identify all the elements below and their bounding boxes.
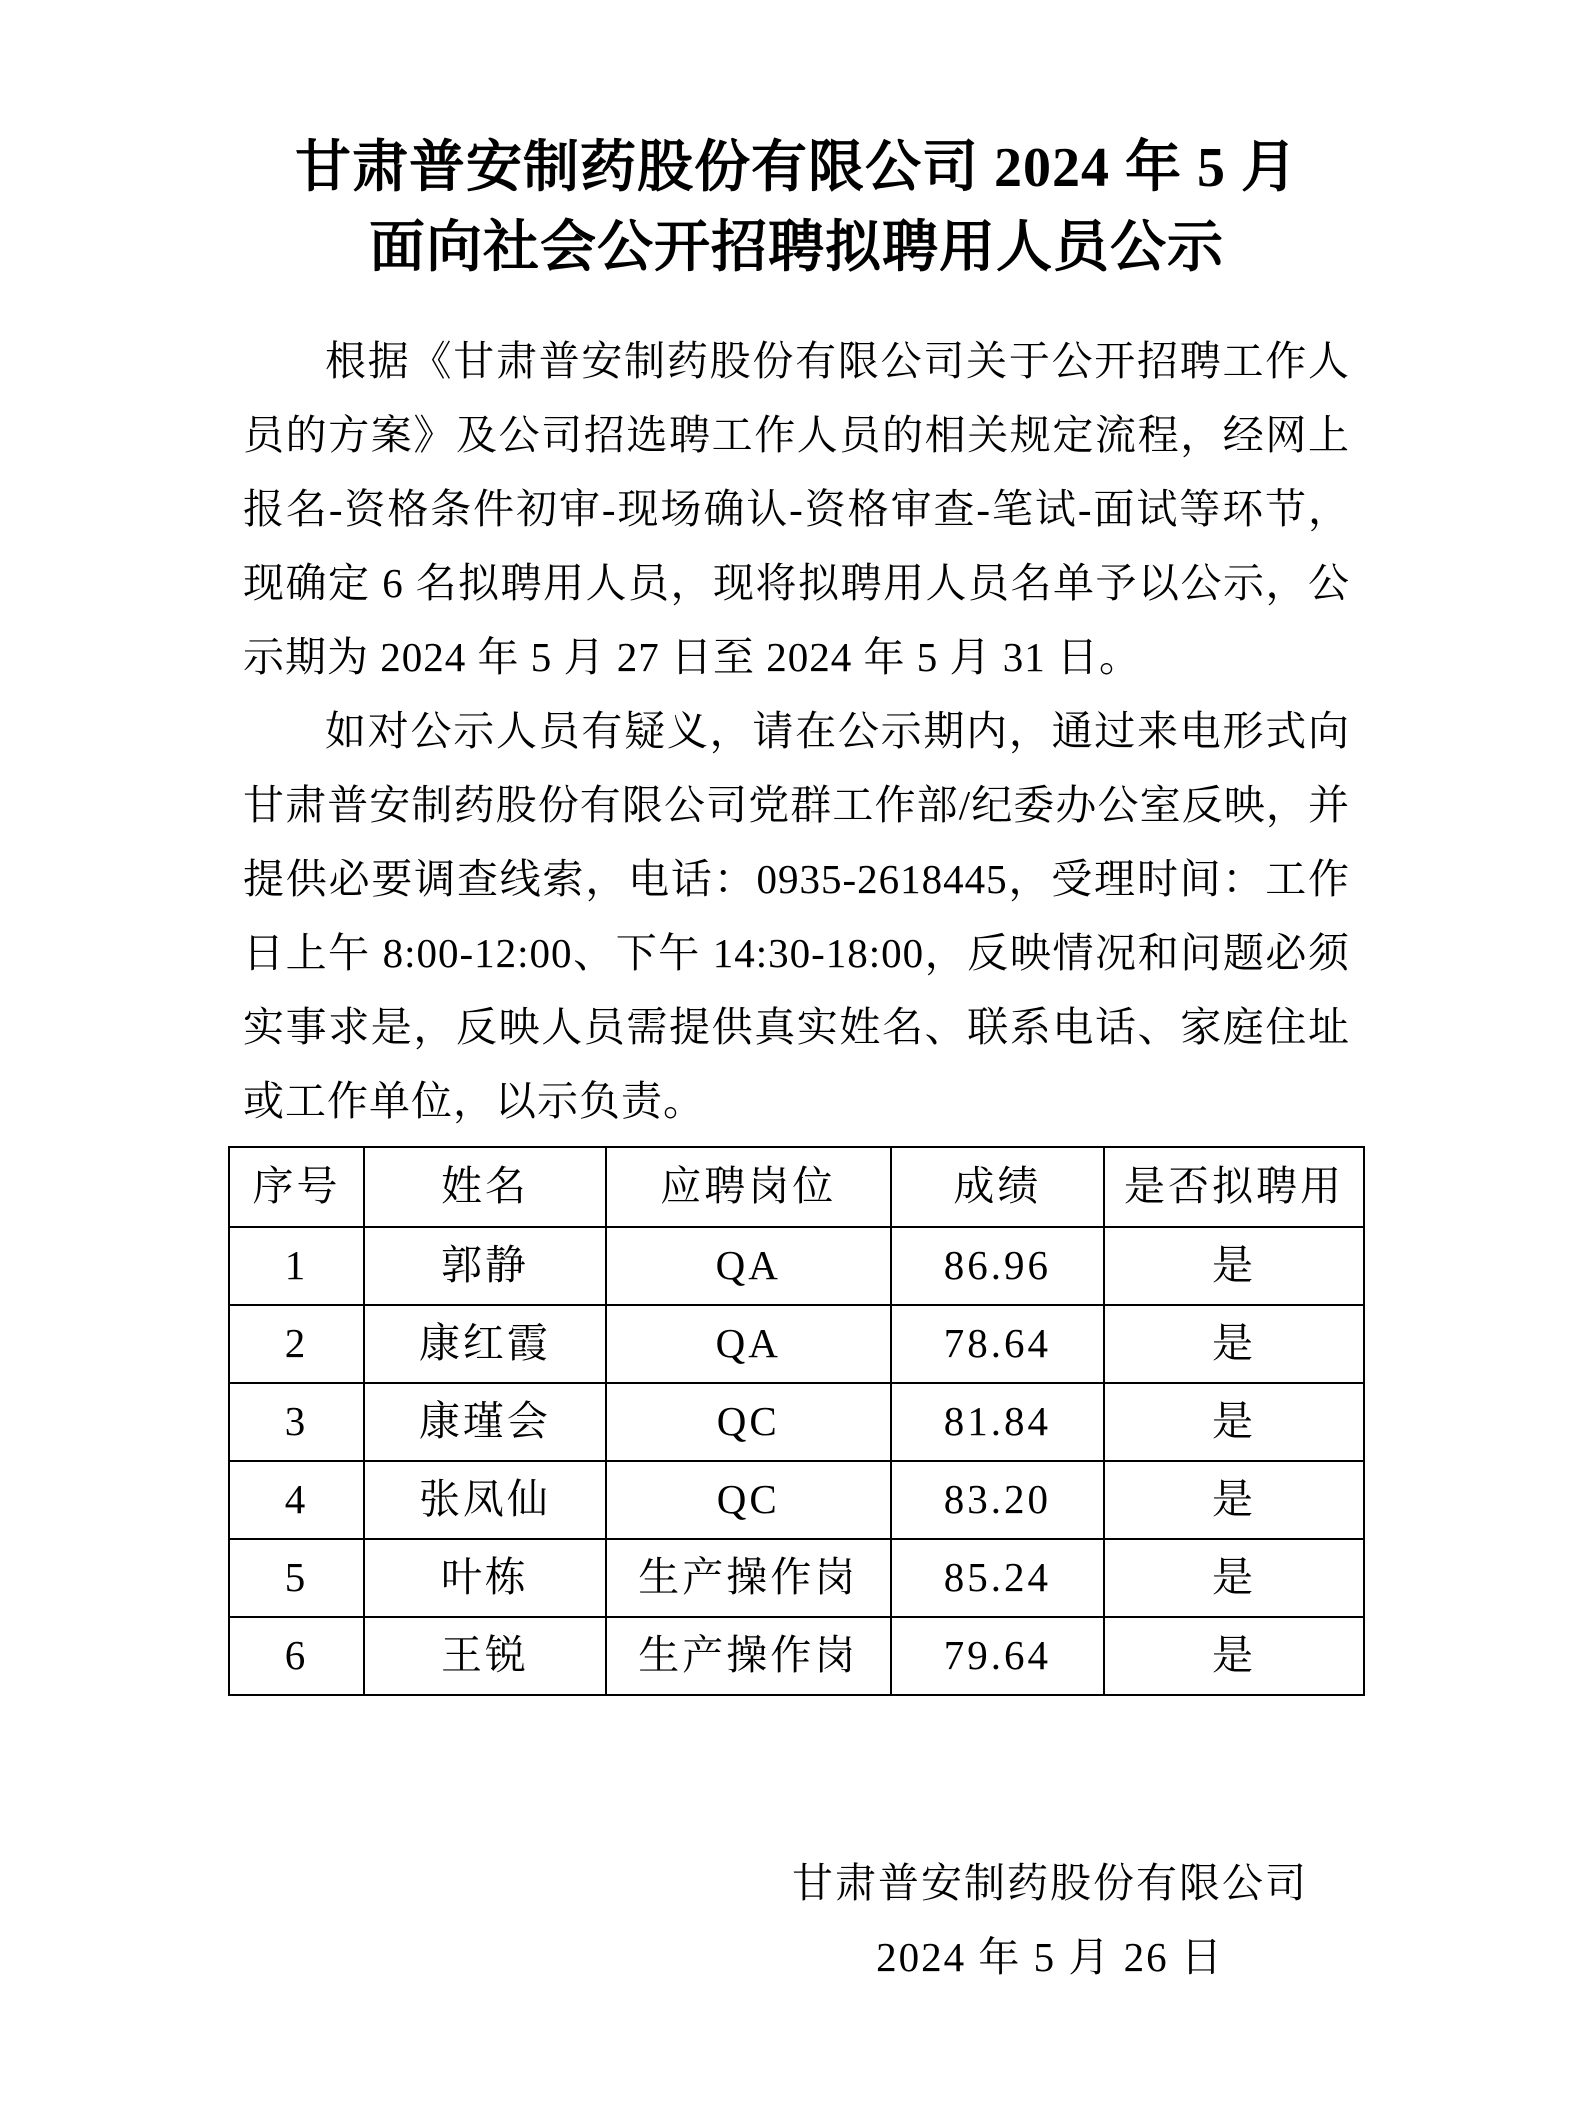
table-header-cell: 成绩 <box>891 1147 1104 1227</box>
table-cell: 83.20 <box>891 1461 1104 1539</box>
document-title <box>243 128 1350 288</box>
table-cell: 3 <box>229 1383 364 1461</box>
table-cell: 85.24 <box>891 1539 1104 1617</box>
table-cell: 康红霞 <box>364 1305 606 1383</box>
table-cell: 86.96 <box>891 1227 1104 1305</box>
signature-company: 甘肃普安制药股份有限公司 <box>792 1860 1308 1906</box>
table-cell: 是 <box>1104 1227 1364 1305</box>
body-paragraphs <box>243 324 1350 1138</box>
table-header-cell: 是否拟聘用 <box>1104 1147 1364 1227</box>
table-row <box>229 1461 1364 1539</box>
table-cell: 2 <box>229 1305 364 1383</box>
table-cell: QA <box>606 1305 891 1383</box>
table-header-cell: 姓名 <box>364 1147 606 1227</box>
table-cell: 5 <box>229 1539 364 1617</box>
table-header-cell: 序号 <box>229 1147 364 1227</box>
title-line-2: 面向社会公开招聘拟聘用人员公示 <box>369 217 1224 279</box>
table-cell: 张凤仙 <box>364 1461 606 1539</box>
paragraph: 根据《甘肃普安制药股份有限公司关于公开招聘工作人员的方案》及公司招选聘工作人员的相关规定流程，经网上报名-资格条件初审-现场确认-资格审查-笔试-面试等环节，现确定 6 名拟聘用人员，现将拟聘用人员名单予以公示，公示期为 2024 年 5 月 27 日至 2024 年 5 月 31 日。 <box>243 338 1350 680</box>
table-cell: 4 <box>229 1461 364 1539</box>
table-cell: 81.84 <box>891 1383 1104 1461</box>
table-cell: 是 <box>1104 1539 1364 1617</box>
table-cell: 是 <box>1104 1461 1364 1539</box>
table-cell: 生产操作岗 <box>606 1539 891 1617</box>
table-body <box>229 1227 1364 1695</box>
table-row <box>229 1617 1364 1695</box>
table-row <box>229 1383 1364 1461</box>
table-cell: 78.64 <box>891 1305 1104 1383</box>
table-cell: QC <box>606 1383 891 1461</box>
signature-block <box>243 1846 1350 1994</box>
table-cell: 叶栋 <box>364 1539 606 1617</box>
title-line-1: 甘肃普安制药股份有限公司 2024 年 5 月 <box>295 137 1298 199</box>
table-cell: 康瑾会 <box>364 1383 606 1461</box>
table-header-row <box>229 1147 1364 1227</box>
table-cell: QC <box>606 1461 891 1539</box>
table-row <box>229 1539 1364 1617</box>
table-row <box>229 1305 1364 1383</box>
table-cell: 生产操作岗 <box>606 1617 891 1695</box>
table-row <box>229 1227 1364 1305</box>
signature-date: 2024 年 5 月 26 日 <box>876 1934 1224 1980</box>
table-cell: 6 <box>229 1617 364 1695</box>
table-cell: 79.64 <box>891 1617 1104 1695</box>
table-cell: 是 <box>1104 1305 1364 1383</box>
table-cell: 是 <box>1104 1383 1364 1461</box>
table-cell: 王锐 <box>364 1617 606 1695</box>
hired-candidates-table <box>228 1146 1365 1696</box>
signature-inner <box>792 1846 1308 1994</box>
table-cell: 1 <box>229 1227 364 1305</box>
paragraph: 如对公示人员有疑义，请在公示期内，通过来电形式向甘肃普安制药股份有限公司党群工作部/纪委办公室反映，并提供必要调查线索，电话：0935-2618445，受理时间：工作日上午 8:00-12:00、下午 14:30-18:00，反映情况和问题必须实事求是，反映人员需提供真实姓名、联系电话、家庭住址或工作单位，以示负责。 <box>243 708 1350 1124</box>
table-cell: 是 <box>1104 1617 1364 1695</box>
table-header-cell: 应聘岗位 <box>606 1147 891 1227</box>
table-cell: 郭静 <box>364 1227 606 1305</box>
table-cell: QA <box>606 1227 891 1305</box>
table-header-row <box>229 1147 1364 1227</box>
